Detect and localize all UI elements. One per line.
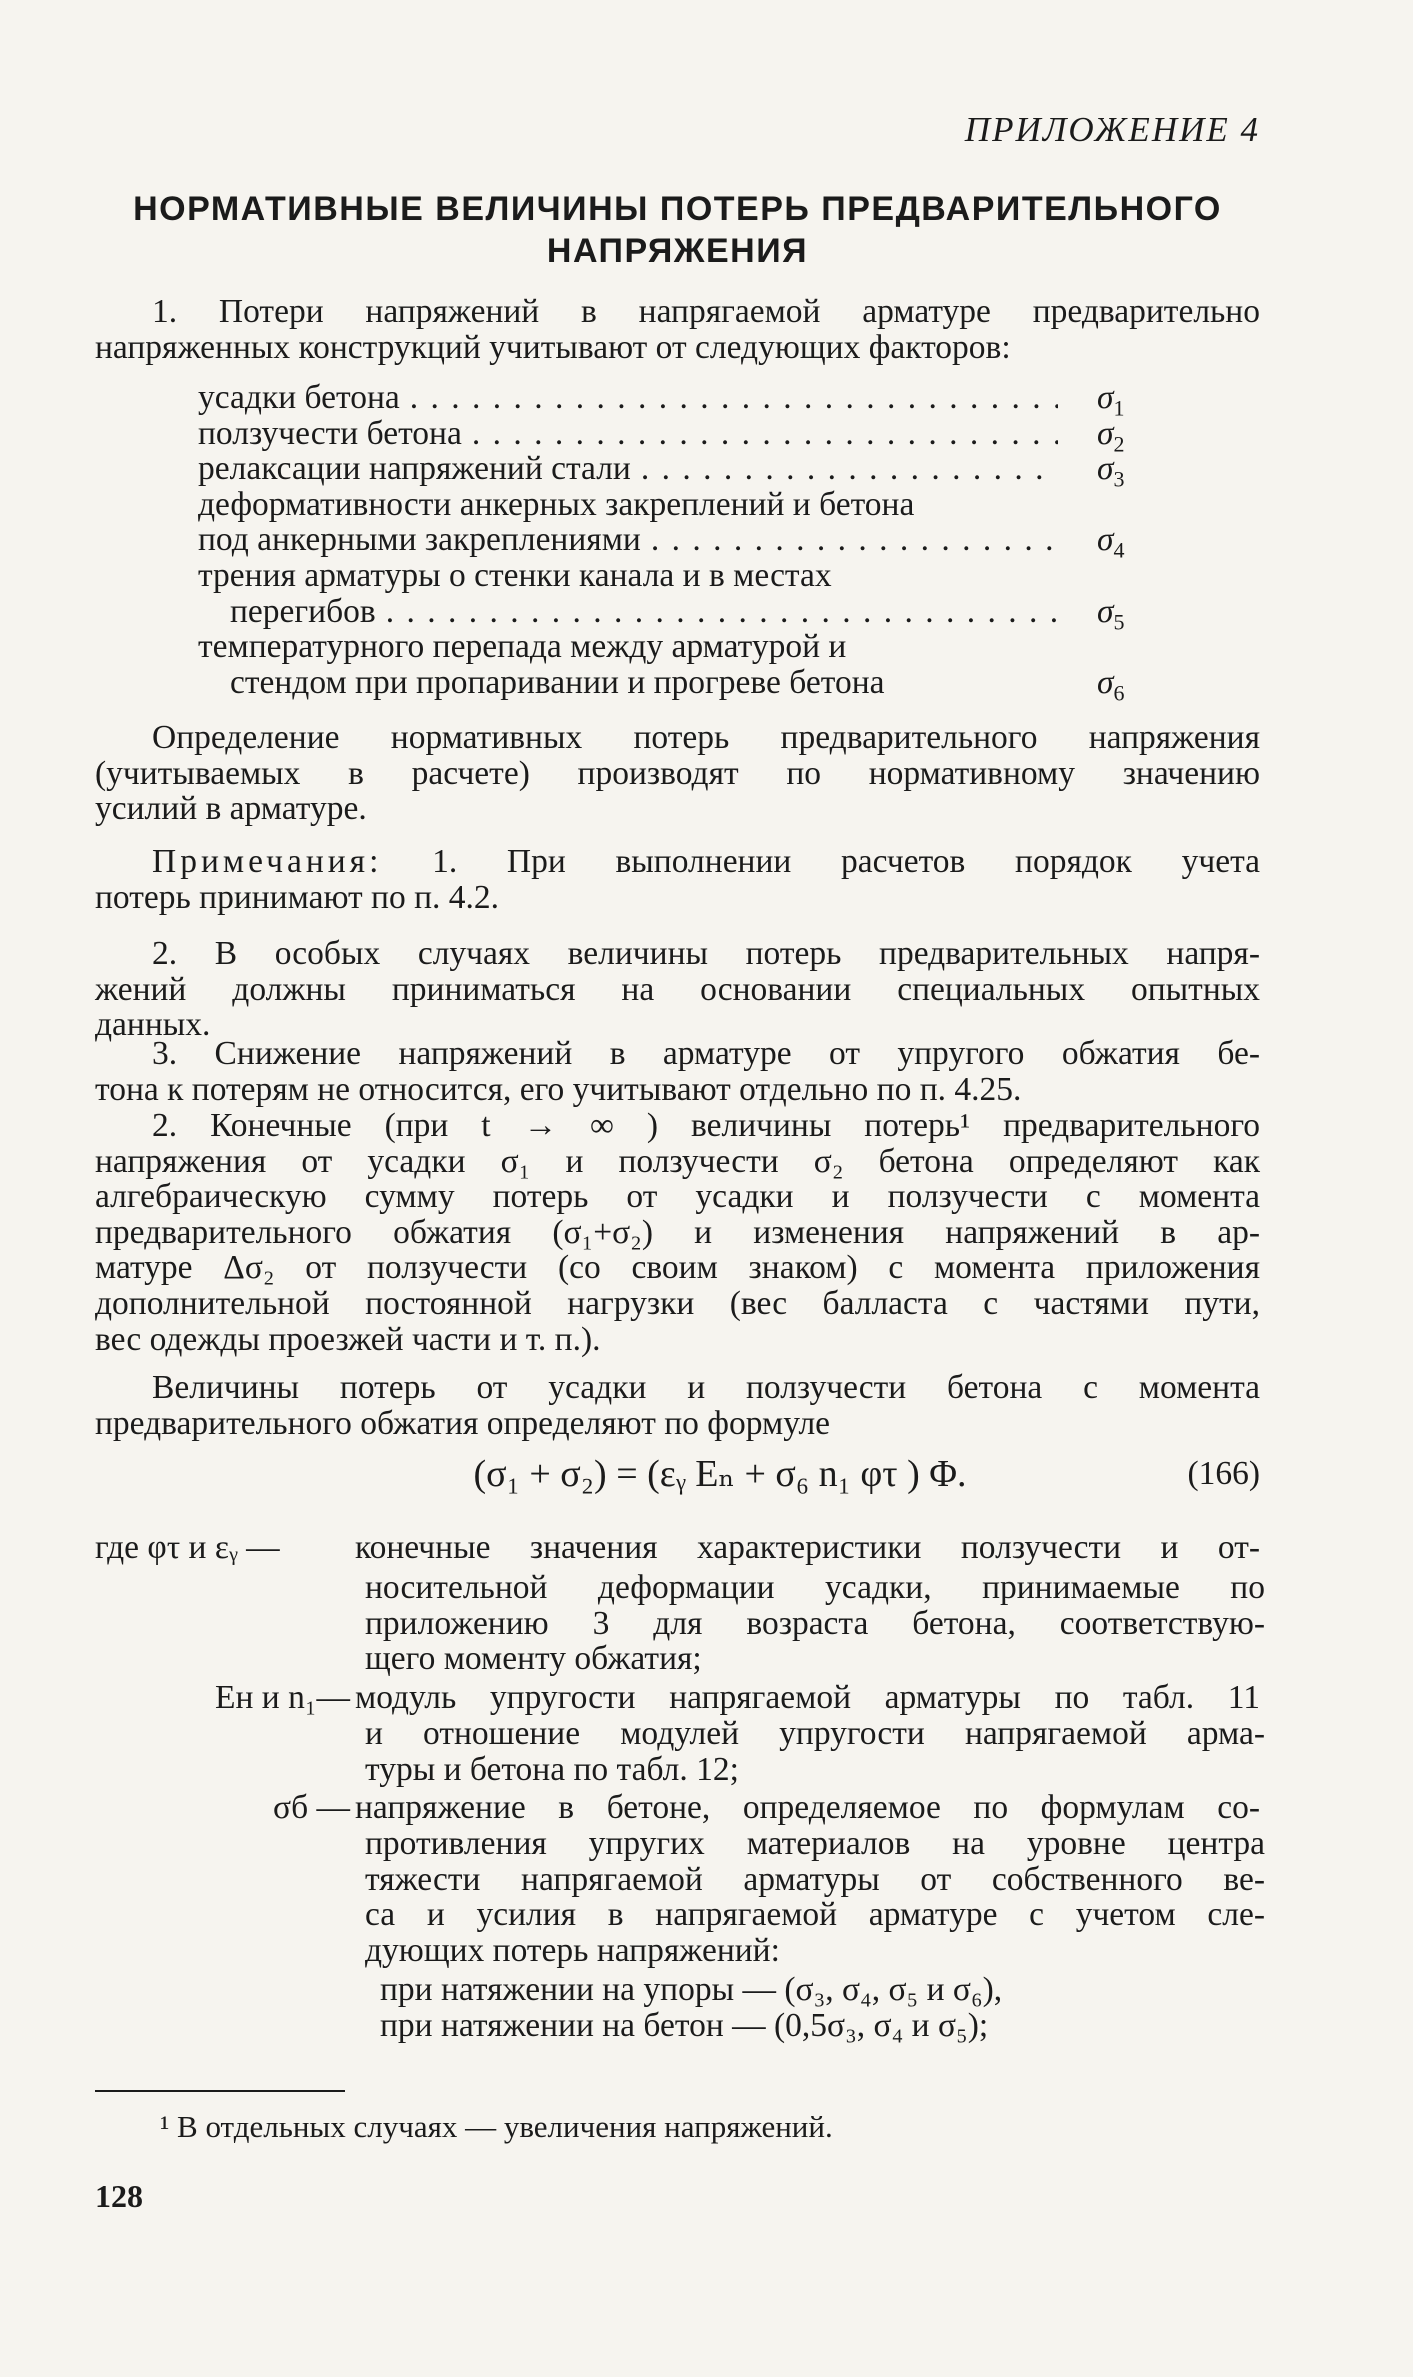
factor-label: трения арматуры о стенки канала и в местах xyxy=(198,556,832,594)
section-2-paragraph xyxy=(95,1108,1260,1357)
list-item xyxy=(198,558,1058,594)
factors-list xyxy=(198,380,1058,700)
list-item xyxy=(198,487,1058,523)
list-item xyxy=(198,594,1058,630)
factor-label: ползучести бетона xyxy=(198,414,462,452)
leader-dots xyxy=(400,380,1058,416)
text-line: предварительного обжатия определяют по формуле xyxy=(95,1404,831,1442)
text-line: тяжести напрягаемой арматуры от собственного ве- xyxy=(365,1860,1265,1898)
list-item xyxy=(198,522,1058,558)
text-line: усилий в арматуре. xyxy=(95,790,367,828)
text-line: щего моменту обжатия; xyxy=(365,1640,702,1678)
case-line: при натяжении на упоры — (σ₃, σ₄, σ₅ и σ₆), xyxy=(380,1971,1003,2008)
leader-dots xyxy=(376,594,1058,630)
factor-label: температурного перепада между арматурой и xyxy=(198,628,847,666)
text-line: напряжения от усадки σ₁ и ползучести σ₂ бетона определяют как xyxy=(95,1142,1260,1180)
leader-dots xyxy=(641,522,1058,558)
text-line: са и усилия в напрягаемой арматуре с учетом сле- xyxy=(365,1896,1265,1934)
text-line: потерь принимают по п. 4.2. xyxy=(95,878,500,916)
where-term-1: где φτ и εᵧ — xyxy=(95,1529,280,1566)
title-line-1: НОРМАТИВНЫЕ ВЕЛИЧИНЫ ПОТЕРЬ ПРЕДВАРИТЕЛЬНОГО xyxy=(133,190,1222,228)
footnote-rule xyxy=(95,2090,345,2092)
list-item xyxy=(198,416,1058,452)
text-line: данных. xyxy=(95,1006,211,1044)
factor-symbol: $\sigma_2$ xyxy=(1097,415,1125,457)
text-line: 1. Потери напряжений в напрягаемой арматуре предварительно xyxy=(152,293,1260,330)
footnote: ¹ В отдельных случаях — увеличения напряжений. xyxy=(160,2109,833,2144)
text-line: конечные значения характеристики ползучести и от- xyxy=(355,1529,1260,1566)
notes-heading: Примечания: xyxy=(152,843,383,880)
text-line: дующих потерь напряжений: xyxy=(365,1931,780,1969)
text-line: модуль упругости напрягаемой арматуры по табл. 11 xyxy=(355,1679,1260,1716)
list-item xyxy=(198,380,1058,416)
equation-number: (166) xyxy=(1187,1455,1260,1492)
title-line-2: НАПРЯЖЕНИЯ xyxy=(546,232,809,270)
text-line: матуре Δσ₂ от ползучести (со своим знаком) с момента приложения xyxy=(95,1249,1260,1287)
text-line: приложению 3 для возраста бетона, соответствую- xyxy=(365,1604,1265,1642)
formula-intro-paragraph xyxy=(95,1370,1260,1441)
text-line: противления упругих материалов на уровне центра xyxy=(365,1825,1265,1862)
factor-label: деформативности анкерных закреплений и бетона xyxy=(198,485,915,523)
list-item xyxy=(198,629,1058,665)
list-item xyxy=(198,451,1058,487)
where-definition-3-cont xyxy=(365,1826,1265,1968)
factor-label: под анкерными закреплениями xyxy=(198,521,641,559)
text-line: напряженных конструкций учитывают от следующих факторов: xyxy=(95,328,1011,366)
factor-label: релаксации напряжений стали xyxy=(198,450,631,488)
where-definition-1 xyxy=(355,1530,1260,1566)
leader-dots xyxy=(462,416,1058,452)
where-definition-1-cont xyxy=(365,1570,1265,1677)
text-line: 2. Конечные (при t → ∞ ) величины потерь¹ предварительного xyxy=(152,1107,1260,1144)
text-line: напряжение в бетоне, определяемое по формулам со- xyxy=(355,1789,1260,1826)
text-line: предварительного обжатия (σ₁+σ₂) и изменения напряжений в ар- xyxy=(95,1213,1260,1251)
text-line: и отношение модулей упругости напрягаемой арма- xyxy=(365,1715,1265,1752)
factor-label: стендом при пропаривании и прогреве бетона xyxy=(230,663,885,701)
text-line: 3. Снижение напряжений в арматуре от упругого обжатия бе- xyxy=(152,1035,1260,1072)
text-line: (учитываемых в расчете) производят по нормативному значению xyxy=(95,754,1260,792)
text-line: дополнительной постоянной нагрузки (вес балласта с частями пути, xyxy=(95,1284,1260,1322)
factor-symbol: $\sigma_5$ xyxy=(1097,593,1125,635)
text-line: вес одежды проезжей части и т. п.). xyxy=(95,1320,601,1358)
text-line: Величины потерь от усадки и ползучести бетона с момента xyxy=(152,1369,1260,1406)
where-term-2: Eн и n₁— xyxy=(215,1679,350,1716)
text-line: алгебраическую сумму потерь от усадки и ползучести с момента xyxy=(95,1178,1260,1216)
list-item xyxy=(198,665,1058,701)
factor-symbol: $\sigma_3$ xyxy=(1097,450,1125,492)
text-line: 2. В особых случаях величины потерь предварительных напря- xyxy=(152,935,1260,972)
text-line: жений должны приниматься на основании специальных опытных xyxy=(95,970,1260,1008)
factor-label: перегибов xyxy=(230,592,376,630)
notes-paragraph-3 xyxy=(95,1036,1260,1107)
text-line: тона к потерям не относится, его учитывают отдельно по п. 4.25. xyxy=(95,1070,1022,1108)
factor-label: усадки бетона xyxy=(198,379,400,416)
tensioning-cases xyxy=(380,1972,1260,2043)
text-line: носительной деформации усадки, принимаемые по xyxy=(365,1569,1265,1606)
definition-paragraph xyxy=(95,720,1260,827)
page-number: 128 xyxy=(95,2178,143,2214)
where-term-3: σб — xyxy=(273,1789,350,1826)
text-line: туры и бетона по табл. 12; xyxy=(365,1750,739,1788)
factor-symbol: $\sigma_1$ xyxy=(1097,379,1125,421)
text-line: Определение нормативных потерь предварительного напряжения xyxy=(152,719,1260,756)
intro-paragraph xyxy=(95,294,1260,365)
notes-paragraph-2 xyxy=(95,936,1260,1043)
where-definition-2 xyxy=(355,1680,1260,1716)
case-line: при натяжении на бетон — (0,5σ₃, σ₄ и σ₅); xyxy=(380,2006,989,2044)
page-title xyxy=(95,188,1260,272)
appendix-label: ПРИЛОЖЕНИЕ 4 xyxy=(964,110,1260,149)
factor-symbol: $\sigma_6$ xyxy=(1097,664,1125,706)
leader-dots xyxy=(631,451,1058,487)
text-line: Примечания: 1. При выполнении расчетов порядок учета xyxy=(152,843,1261,880)
where-definition-3 xyxy=(355,1790,1260,1826)
factor-symbol: $\sigma_4$ xyxy=(1097,521,1125,563)
where-definition-2-cont xyxy=(365,1716,1265,1787)
notes-paragraph-1 xyxy=(95,844,1260,915)
formula-166: (σ₁ + σ₂) = (εᵧ Eₙ + σ₆ n₁ φτ ) Φ. xyxy=(473,1453,967,1495)
